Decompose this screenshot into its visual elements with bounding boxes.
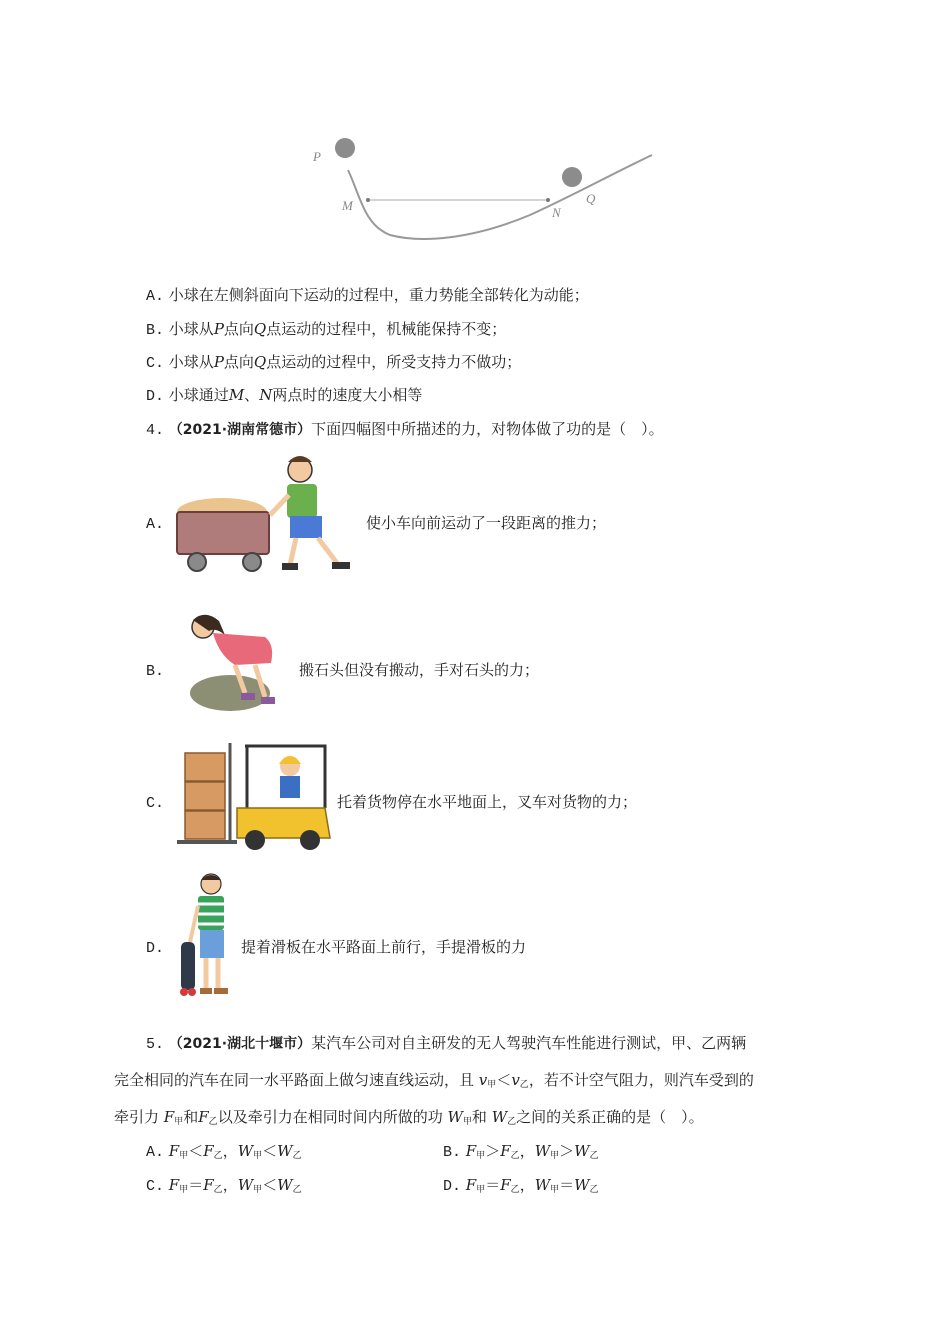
option-letter: A. bbox=[146, 288, 165, 305]
sub-jia: 甲 bbox=[179, 1185, 189, 1195]
option-letter: D. bbox=[443, 1178, 462, 1195]
sub-yi: 乙 bbox=[519, 1080, 529, 1090]
q3-option-a bbox=[146, 285, 589, 307]
option-text-pre: 小球从 bbox=[168, 353, 214, 371]
option-text-pre: 小球通过 bbox=[168, 386, 229, 404]
q5-option-d bbox=[443, 1175, 599, 1200]
relation-f: ＝ bbox=[485, 1176, 501, 1194]
option-letter: B. bbox=[146, 663, 165, 680]
sub-yi: 乙 bbox=[589, 1151, 599, 1161]
question-stem-3-post: 之间的关系正确的是（ ）。 bbox=[516, 1108, 704, 1126]
sub-jia: 甲 bbox=[550, 1185, 560, 1195]
var-f: F bbox=[168, 1142, 180, 1160]
sub-yi: 乙 bbox=[507, 1117, 517, 1127]
var-f: F bbox=[168, 1176, 180, 1194]
var-q: Q bbox=[253, 320, 267, 338]
cart-push-illustration bbox=[172, 450, 362, 575]
option-text: 搬石头但没有搬动，手对石头的力； bbox=[299, 661, 540, 679]
q4-option-b-letter bbox=[146, 660, 164, 682]
question-stem-2-pre: 完全相同的汽车在同一水平路面上做匀速直线运动，且 bbox=[114, 1071, 475, 1089]
var-w: W bbox=[534, 1176, 551, 1194]
question-number: 4. bbox=[146, 422, 165, 439]
question-stem-3-mid3: 和 bbox=[471, 1108, 487, 1126]
lt-sign: ＜ bbox=[496, 1071, 512, 1089]
var-w: W bbox=[534, 1142, 551, 1160]
var-p: P bbox=[213, 320, 224, 338]
q4-option-a-letter bbox=[146, 513, 164, 535]
option-text-mid: 、 bbox=[244, 386, 260, 404]
q5-option-c bbox=[146, 1175, 302, 1200]
var-f: F bbox=[203, 1142, 214, 1160]
var-f: F bbox=[465, 1142, 477, 1160]
option-text: 托着货物停在水平地面上，叉车对货物的力； bbox=[337, 793, 638, 811]
option-letter: B. bbox=[146, 322, 165, 339]
option-text: 使小车向前运动了一段距离的推力； bbox=[366, 514, 607, 532]
q4-option-c-letter bbox=[146, 792, 164, 814]
sub-jia: 甲 bbox=[487, 1080, 497, 1090]
question-stem: 下面四幅图中所描述的力，对物体做了功的是（ ）。 bbox=[311, 420, 664, 438]
var-v: v bbox=[511, 1071, 520, 1089]
question-stem-1: 某汽车公司对自主研发的无人驾驶汽车性能进行测试，甲、乙两辆 bbox=[311, 1034, 747, 1052]
var-w: W bbox=[277, 1142, 293, 1160]
var-w: W bbox=[574, 1142, 590, 1160]
comma: ， bbox=[519, 1176, 535, 1194]
var-m: M bbox=[228, 386, 245, 404]
var-w: W bbox=[574, 1176, 590, 1194]
sub-jia: 甲 bbox=[253, 1151, 263, 1161]
question-source: （2021·湖南常德市） bbox=[168, 422, 312, 438]
option-letter: A. bbox=[146, 1144, 165, 1161]
option-letter: D. bbox=[146, 940, 165, 957]
option-letter: C. bbox=[146, 795, 165, 812]
sub-yi: 乙 bbox=[213, 1151, 223, 1161]
relation-f: ＞ bbox=[485, 1142, 501, 1160]
sub-jia: 甲 bbox=[476, 1151, 486, 1161]
q5-line-3 bbox=[114, 1107, 704, 1132]
track-curve bbox=[348, 155, 652, 239]
var-n: N bbox=[259, 386, 273, 404]
q4-option-b-text bbox=[299, 660, 539, 680]
q4-option-d-letter bbox=[146, 937, 164, 959]
skateboard-carry-illustration bbox=[176, 870, 241, 1005]
relation-w: ＝ bbox=[559, 1176, 575, 1194]
q4-option-a-text bbox=[366, 513, 606, 533]
forklift-illustration bbox=[175, 738, 335, 853]
option-letter: B. bbox=[443, 1144, 462, 1161]
q5-option-b bbox=[443, 1141, 599, 1166]
question-source: （2021·湖北十堰市） bbox=[168, 1036, 312, 1052]
var-w: W bbox=[491, 1108, 508, 1126]
relation-w: ＜ bbox=[262, 1176, 278, 1194]
q4-option-c-text bbox=[337, 792, 637, 812]
sub-jia: 甲 bbox=[462, 1117, 472, 1127]
label-p: P bbox=[313, 149, 321, 164]
sub-jia: 甲 bbox=[550, 1151, 560, 1161]
option-letter: C. bbox=[146, 355, 165, 372]
option-text-post: 点运动的过程中，机械能保持不变； bbox=[266, 320, 507, 338]
option-letter: D. bbox=[146, 388, 165, 405]
sub-yi: 乙 bbox=[208, 1117, 218, 1127]
var-f: F bbox=[500, 1176, 511, 1194]
relation-w: ＞ bbox=[559, 1142, 575, 1160]
option-text-post: 两点时的速度大小相等 bbox=[272, 386, 423, 404]
option-text: 小球在左侧斜面向下运动的过程中，重力势能全部转化为动能； bbox=[168, 286, 589, 304]
rock-lift-illustration bbox=[175, 605, 300, 715]
question-stem-3-mid2: 以及牵引力在相同时间内所做的功 bbox=[217, 1108, 443, 1126]
sub-yi: 乙 bbox=[292, 1151, 302, 1161]
var-f: F bbox=[198, 1108, 209, 1126]
q4-stem bbox=[146, 419, 664, 441]
var-f: F bbox=[465, 1176, 477, 1194]
sub-yi: 乙 bbox=[213, 1185, 223, 1195]
question-number: 5. bbox=[146, 1036, 165, 1053]
question-stem-3-pre: 牵引力 bbox=[114, 1108, 160, 1126]
comma: ， bbox=[222, 1142, 238, 1160]
var-w: W bbox=[447, 1108, 463, 1126]
point-n bbox=[546, 198, 550, 202]
point-m bbox=[366, 198, 370, 202]
option-text-mid: 点向 bbox=[223, 320, 254, 338]
relation-f: ＝ bbox=[188, 1176, 204, 1194]
sub-jia: 甲 bbox=[179, 1151, 189, 1161]
label-m: M bbox=[342, 198, 353, 213]
sub-yi: 乙 bbox=[589, 1185, 599, 1195]
question-stem-3-mid1: 和 bbox=[183, 1108, 199, 1126]
q3-option-c bbox=[146, 352, 521, 374]
q5-option-a bbox=[146, 1141, 302, 1166]
var-f: F bbox=[500, 1142, 511, 1160]
option-text-mid: 点向 bbox=[223, 353, 254, 371]
var-v: v bbox=[478, 1071, 488, 1089]
label-q: Q bbox=[586, 191, 596, 206]
ball-p bbox=[335, 138, 355, 158]
comma: ， bbox=[222, 1176, 238, 1194]
relation-f: ＜ bbox=[188, 1142, 204, 1160]
q3-option-d bbox=[146, 385, 422, 407]
track-figure bbox=[300, 125, 670, 255]
label-n: N bbox=[552, 205, 561, 220]
var-p: P bbox=[213, 353, 224, 371]
sub-jia: 甲 bbox=[476, 1185, 486, 1195]
var-f: F bbox=[203, 1176, 214, 1194]
sub-yi: 乙 bbox=[292, 1185, 302, 1195]
var-w: W bbox=[237, 1142, 254, 1160]
var-w: W bbox=[237, 1176, 254, 1194]
comma: ， bbox=[519, 1142, 535, 1160]
var-q: Q bbox=[253, 353, 267, 371]
relation-w: ＜ bbox=[262, 1142, 278, 1160]
option-letter: A. bbox=[146, 516, 165, 533]
question-stem-2-post: ，若不计空气阻力，则汽车受到的 bbox=[528, 1071, 754, 1089]
option-text-post: 点运动的过程中，所受支持力不做功； bbox=[266, 353, 522, 371]
option-text-pre: 小球从 bbox=[168, 320, 214, 338]
sub-jia: 甲 bbox=[174, 1117, 184, 1127]
sub-yi: 乙 bbox=[510, 1185, 520, 1195]
q3-option-b bbox=[146, 319, 506, 341]
ball-q bbox=[562, 167, 582, 187]
q4-option-d-text bbox=[241, 937, 526, 957]
var-w: W bbox=[277, 1176, 293, 1194]
q5-line-2 bbox=[114, 1070, 754, 1095]
sub-jia: 甲 bbox=[253, 1185, 263, 1195]
var-f: F bbox=[163, 1108, 175, 1126]
option-text: 提着滑板在水平路面上前行，手提滑板的力 bbox=[241, 938, 527, 956]
q5-line-1 bbox=[146, 1033, 746, 1055]
option-letter: C. bbox=[146, 1178, 165, 1195]
sub-yi: 乙 bbox=[510, 1151, 520, 1161]
